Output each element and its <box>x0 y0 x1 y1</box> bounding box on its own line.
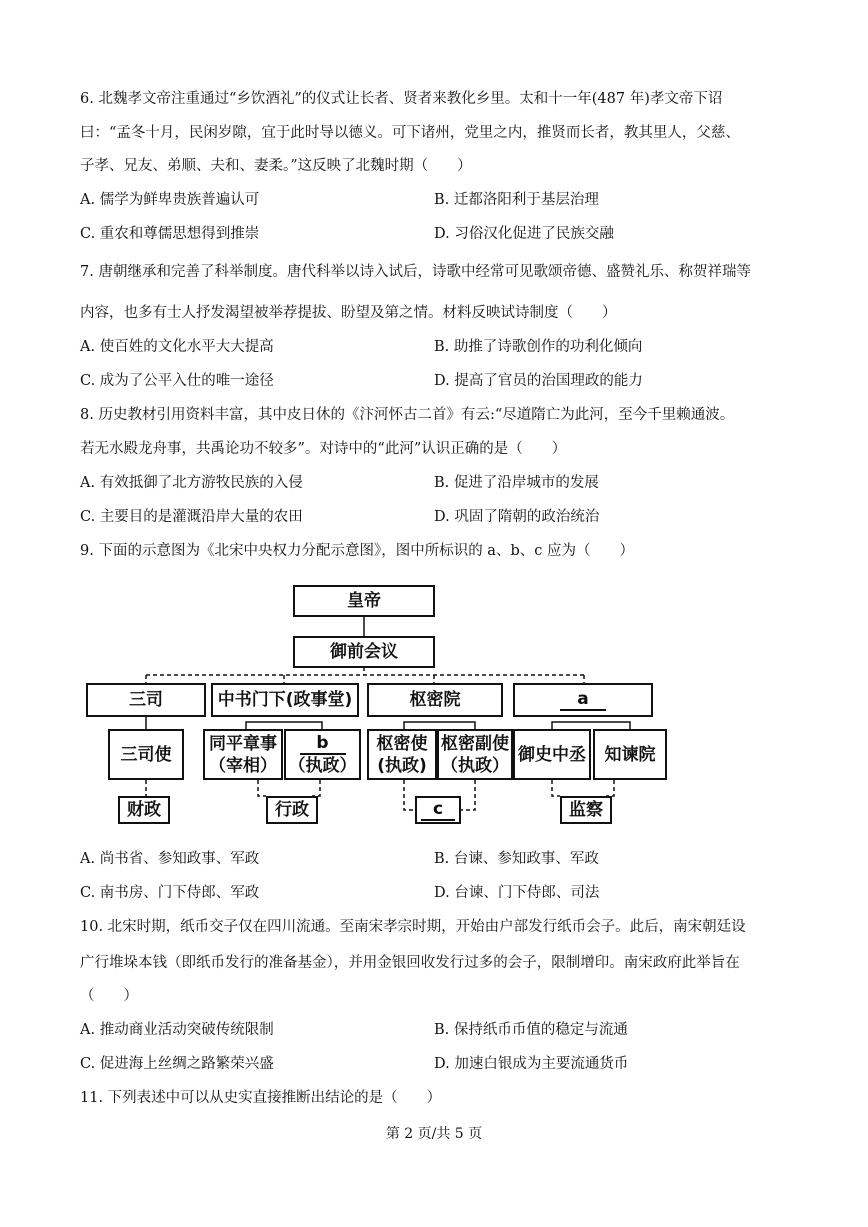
q10-option-b: B. 保持纸币币值的稳定与流通 <box>434 1022 628 1038</box>
q8-stem-line-2: 若无水殿龙舟事，共禹论功不较多”。对诗中的“此河”认识正确的是（ ） <box>80 441 567 457</box>
dept-shumi-box: 枢密院 <box>367 683 503 717</box>
func-admin-box: 行政 <box>266 796 318 824</box>
q7-option-b: B. 助推了诗歌创作的功利化倾向 <box>434 339 643 355</box>
office-zhijianyuan-box: 知谏院 <box>593 729 667 780</box>
q8-stem-line-1: 8. 历史教材引用资料丰富，其中皮日休的《汴河怀古二首》有云:“尽道隋亡为此河，至今千里赖通波。 <box>80 407 735 423</box>
q6-stem-line-1: 6. 北魏孝文帝注重通过“乡饮酒礼”的仪式让长者、贤者来教化乡里。太和十一年(487 年)孝文帝下诏 <box>80 91 723 107</box>
q7-option-d: D. 提高了官员的治国理政的能力 <box>434 373 643 389</box>
q8-option-d: D. 巩固了隋朝的政治统治 <box>434 509 600 525</box>
blank-c: c <box>421 799 455 821</box>
q7-stem-line-1: 7. 唐朝继承和完善了科举制度。唐代科举以诗入试后，诗歌中经常可见歌颂帝德、盛赞礼乐、称贺祥瑞等 <box>80 264 751 280</box>
q6-stem-line-2: 曰：“孟冬十月，民闲岁隙，宜于此时导以德义。可下诸州，党里之内，推贤而长者，教其里人，父慈、 <box>80 125 740 141</box>
council-box: 御前会议 <box>293 636 435 668</box>
func-supervision-box: 监察 <box>560 796 612 824</box>
dept-sansi-box: 三司 <box>86 683 206 717</box>
q6-option-c: C. 重农和尊儒思想得到推崇 <box>80 226 260 242</box>
q8-option-b: B. 促进了沿岸城市的发展 <box>434 475 599 491</box>
blank-b: b <box>300 733 346 755</box>
q9-option-b: B. 台谏、参知政事、军政 <box>434 851 599 867</box>
q10-stem-line-1: 10. 北宋时期，纸币交子仅在四川流通。至南宋孝宗时期，开始由户部发行纸币会子。此后，南宋朝廷设 <box>80 919 746 935</box>
page-footer: 第 2 页/共 5 页 <box>385 1126 483 1142</box>
q8-option-c: C. 主要目的是灌溉沿岸大量的农田 <box>80 509 303 525</box>
q10-option-d: D. 加速白银成为主要流通货币 <box>434 1056 629 1072</box>
q10-option-a: A. 推动商业活动突破传统限制 <box>80 1022 274 1038</box>
office-shumishi-box: 枢密使 (执政) <box>367 729 437 780</box>
q10-stem-line-2: 广行堆垛本钱（即纸币发行的准备基金），并用金银回收发行过多的会子，限制增印。南宋政府此举旨在 <box>80 955 740 971</box>
q10-stem-line-3: （ ） <box>80 988 138 1004</box>
q7-stem-line-2: 内容，也多有士人抒发渴望被举荐提拔、盼望及第之情。材料反映试诗制度（ ） <box>80 305 617 321</box>
office-shumifushi-box: 枢密副使 （执政） <box>437 729 513 780</box>
q6-option-d: D. 习俗汉化促进了民族交融 <box>434 226 614 242</box>
func-finance-box: 财政 <box>118 796 170 824</box>
q11-stem-line-1: 11. 下列表述中可以从史实直接推断出结论的是（ ） <box>80 1090 442 1106</box>
q6-option-b: B. 迁都洛阳利于基层治理 <box>434 192 599 208</box>
emperor-box: 皇帝 <box>293 585 435 617</box>
q6-option-a: A. 儒学为鲜卑贵族普遍认可 <box>80 192 260 208</box>
q7-option-a: A. 使百姓的文化水平大大提高 <box>80 339 274 355</box>
office-tongpingzhang-box: 同平章事 （宰相） <box>203 729 283 780</box>
office-sansishi-box: 三司使 <box>108 729 184 780</box>
office-b-box: b （执政） <box>284 729 361 780</box>
q8-option-a: A. 有效抵御了北方游牧民族的入侵 <box>80 475 303 491</box>
q9-stem-line-1: 9. 下面的示意图为《北宋中央权力分配示意图》，图中所标识的 a、b、c 应为（ ） <box>80 543 634 559</box>
q9-option-d: D. 台谏、门下侍郎、司法 <box>434 885 600 901</box>
q9-option-a: A. 尚书省、参知政事、军政 <box>80 851 260 867</box>
q9-option-c: C. 南书房、门下侍郎、军政 <box>80 885 260 901</box>
q10-option-c: C. 促进海上丝绸之路繁荣兴盛 <box>80 1056 274 1072</box>
func-c-box <box>415 796 461 824</box>
dept-zhongshu-box: 中书门下(政事堂) <box>211 683 359 717</box>
q7-option-c: C. 成为了公平入仕的唯一途径 <box>80 373 274 389</box>
blank-a: a <box>560 689 606 711</box>
dept-a-box <box>513 683 653 717</box>
q6-stem-line-3: 子孝、兄友、弟顺、夫和、妻柔。”这反映了北魏时期（ ） <box>80 158 472 174</box>
office-yushizhongcheng-box: 御史中丞 <box>513 729 591 780</box>
